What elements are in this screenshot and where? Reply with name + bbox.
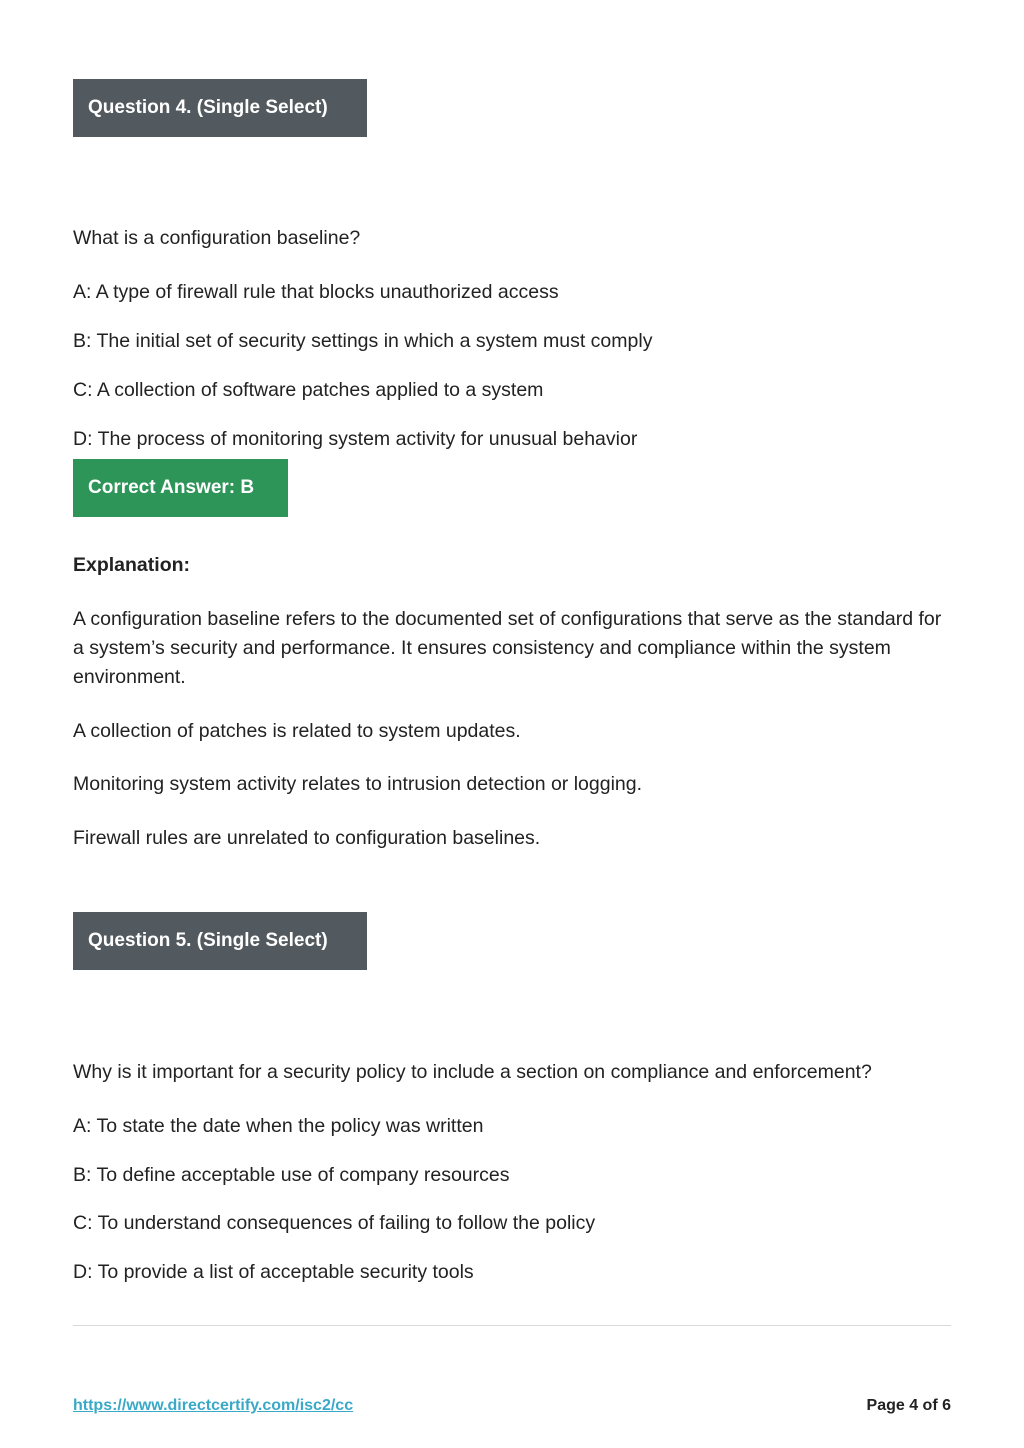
question-4-header: Question 4. (Single Select) (73, 79, 367, 137)
explanation-label: Explanation: (73, 554, 191, 576)
footer-link[interactable]: https://www.directcertify.com/isc2/cc (73, 1397, 354, 1414)
question-5-prompt: Why is it important for a security policy to include a section on compliance and enforcement? (73, 1061, 872, 1083)
explanation-paragraph-1: A configuration baseline refers to the documented set of configurations that serve as the standard for a system’s security and performance. It ensures consistency and compliance within the system environment. (73, 608, 942, 688)
explanation-paragraph-3: Monitoring system activity relates to intrusion detection or logging. (73, 773, 643, 795)
explanation-paragraph-4: Firewall rules are unrelated to configuration baselines. (73, 827, 541, 849)
question-4-prompt: What is a configuration baseline? (73, 227, 361, 249)
question-4-option-c: C: A collection of software patches applied to a system (73, 379, 544, 401)
question-5-option-a: A: To state the date when the policy was written (73, 1115, 484, 1137)
footer-divider (73, 1325, 951, 1326)
page-number: Page 4 of 6 (866, 1397, 951, 1414)
question-5-option-b: B: To define acceptable use of company resources (73, 1164, 510, 1186)
question-4-option-d: D: The process of monitoring system activity for unusual behavior (73, 428, 638, 450)
question-5-option-d: D: To provide a list of acceptable security tools (73, 1261, 474, 1283)
question-5-header: Question 5. (Single Select) (73, 912, 367, 970)
question-4-option-b: B: The initial set of security settings in which a system must comply (73, 330, 653, 352)
explanation-paragraph-2: A collection of patches is related to system updates. (73, 720, 521, 742)
correct-answer-badge: Correct Answer: B (73, 459, 288, 517)
question-4-option-a: A: A type of firewall rule that blocks unauthorized access (73, 281, 559, 303)
question-5-option-c: C: To understand consequences of failing to follow the policy (73, 1212, 596, 1234)
